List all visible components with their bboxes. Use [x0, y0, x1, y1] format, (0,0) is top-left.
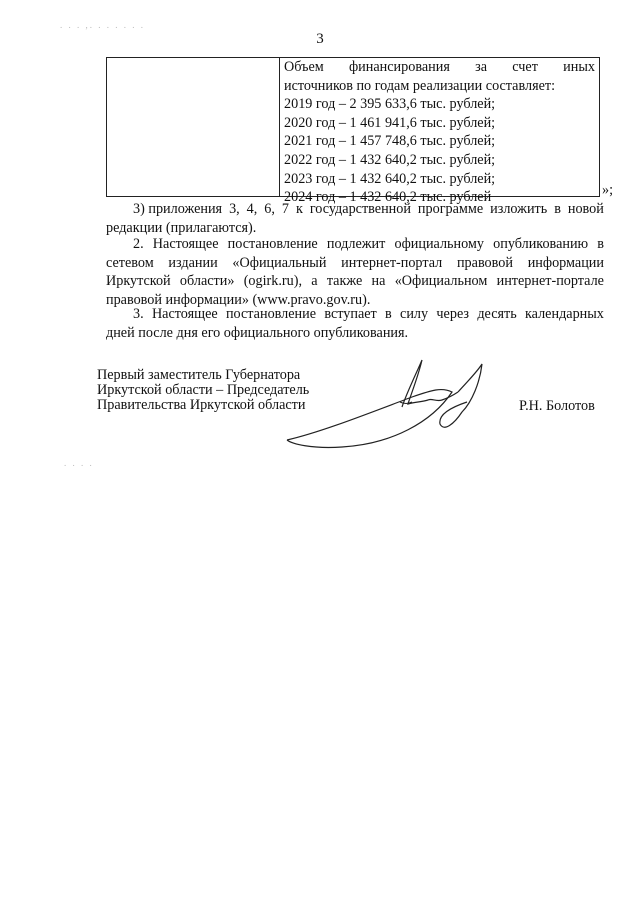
- financing-table: [106, 57, 600, 206]
- word: Объем: [284, 59, 324, 75]
- word: через: [436, 306, 470, 322]
- word: в: [554, 201, 561, 217]
- handwritten-signature: [282, 352, 497, 452]
- financing-line-1: [284, 58, 595, 77]
- position-line: Иркутской области – Председатель: [97, 382, 310, 398]
- word: календарных: [525, 306, 604, 322]
- word: издании: [168, 254, 218, 271]
- word: интернет-портале: [496, 273, 604, 290]
- signatory-position: [97, 368, 309, 413]
- word: десять: [477, 306, 517, 322]
- paragraph-line: [106, 272, 604, 291]
- scan-specks-left: . . . .: [64, 458, 94, 468]
- word: вступает: [324, 306, 377, 322]
- word: финансирования: [348, 59, 450, 75]
- word: на: [371, 273, 386, 290]
- word: иных: [563, 59, 595, 75]
- paragraph-line: [106, 235, 604, 254]
- financing-table-label-cell: [107, 58, 280, 196]
- word: официальному: [394, 236, 485, 252]
- paragraph-line: дней после дня его официального опубликования.: [106, 324, 409, 341]
- paragraph-line: редакции (прилагаются).: [106, 219, 257, 236]
- word: а: [311, 273, 318, 290]
- financing-year-2019: 2019 год – 2 395 633,6 тыс. рублей;: [284, 96, 496, 113]
- paragraph-line: [106, 305, 604, 324]
- word: правовой: [456, 254, 513, 271]
- word: информации: [527, 254, 604, 271]
- word: (ogirk.ru),: [243, 273, 302, 290]
- financing-table-value-cell: [284, 58, 595, 207]
- word: изложить: [490, 201, 548, 217]
- paragraph-amendment: [106, 200, 604, 237]
- word: силу: [400, 306, 429, 322]
- financing-year-2024: 2024 год – 1 432 640,2 тыс. рублей: [284, 189, 492, 206]
- financing-line-2: источников по годам реализации составляет:: [284, 77, 556, 94]
- position-line: Правительства Иркутской области: [97, 397, 306, 413]
- financing-year-2022: 2022 год – 1 432 640,2 тыс. рублей;: [284, 151, 496, 168]
- word: счет: [512, 59, 538, 75]
- word: «Официальный: [232, 254, 327, 271]
- word: подлежит: [326, 236, 386, 252]
- word: 3,: [229, 201, 240, 217]
- word: сетевом: [106, 254, 154, 271]
- word: опубликованию: [493, 236, 589, 252]
- word: также: [326, 273, 363, 290]
- paragraph-line: правовой информации» (www.pravo.gov.ru).: [106, 291, 371, 308]
- paragraph-publication: [106, 235, 604, 309]
- word: к: [295, 201, 303, 217]
- page-number: 3: [316, 31, 324, 47]
- word: 7: [281, 201, 289, 217]
- scan-specks-top: . . . ,. . . . . . .: [60, 20, 145, 30]
- word: 3) приложения: [133, 201, 223, 217]
- paragraph-entry-into-force: [106, 305, 604, 342]
- word: Настоящее: [152, 236, 219, 252]
- word: Настоящее: [151, 306, 218, 322]
- word: 6,: [264, 201, 275, 217]
- word: программе: [417, 201, 484, 217]
- financing-year-2021: 2021 год – 1 457 748,6 тыс. рублей;: [284, 133, 496, 150]
- word: 4,: [246, 201, 258, 217]
- word: области»: [179, 273, 235, 290]
- paragraph-line: [106, 254, 604, 273]
- word: новой: [567, 201, 604, 217]
- paragraph-line: [106, 200, 604, 219]
- word: 3.: [133, 306, 144, 322]
- word: 2.: [133, 236, 144, 252]
- financing-year-2020: 2020 год – 1 461 941,6 тыс. рублей;: [284, 114, 496, 131]
- word: Иркутской: [106, 273, 171, 290]
- word: в: [385, 306, 392, 322]
- word: «Официальном: [394, 273, 488, 290]
- word: постановление: [225, 306, 317, 322]
- financing-year-2023: 2023 год – 1 432 640,2 тыс. рублей;: [284, 170, 496, 187]
- word: постановление: [227, 236, 318, 252]
- word: интернет-портал: [341, 254, 443, 271]
- word: в: [597, 236, 604, 252]
- word: государственной: [309, 201, 411, 217]
- word: за: [475, 59, 488, 75]
- position-line: Первый заместитель Губернатора: [97, 367, 301, 383]
- signer-name: Р.Н. Болотов: [519, 398, 595, 414]
- table-closing-quote: »;: [602, 182, 614, 198]
